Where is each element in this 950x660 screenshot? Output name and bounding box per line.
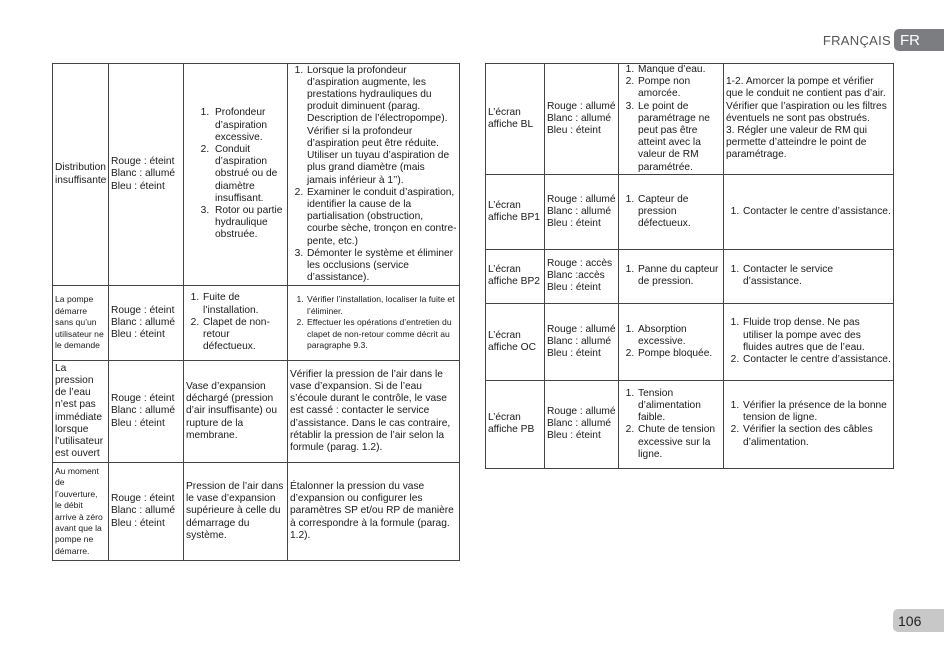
page-header [823,29,944,51]
cause-item: 1. Profondeur d’aspiration excessive. [212,107,285,144]
table-row [53,286,460,361]
solution-item: 1. Contacter le service d’assistance. [742,264,891,288]
cause-item: 2. Pompe non amorcée. [637,76,721,100]
solution-cell: Vérifier la pression de l’air dans le vase d’expansion. Si de l’eau s’écoule durant le contrôle, le vase est cassé : contacter le service d’assistance. Dans le cas contraire, rétablir la pression de l’air selon la formule (parag. 1.2). [288,361,460,463]
table-row [53,64,460,286]
cause-item: 1. Fuite de l’installation. [202,292,285,316]
led-blue: Bleu : éteint [111,517,165,529]
solution-cell: Étalonner la pression du vase d’expansion ou configurer les paramètres SP et/ou RP de manière à correspondre à la formule (parag. 1.2). [288,463,460,561]
led-cell [545,249,619,303]
cause-cell [184,286,288,361]
table-row [53,361,460,463]
cause-item: 1. Panne du capteur de pression. [637,264,721,288]
cause-item: 2. Clapet de non-retour défectueux. [202,317,285,354]
solution-line: 3. Régler une valeur de RM qui permette d’atteindre le point de paramétrage. [726,125,868,161]
led-red: Rouge : éteint [111,393,175,405]
led-blue: Bleu : éteint [547,430,601,442]
led-blue: Bleu : éteint [111,180,165,192]
problem-cell: Distribution insuffisante [53,64,109,286]
cause-list [621,264,721,288]
led-red: Rouge : éteint [111,304,175,316]
led-cell [109,463,184,561]
solution-cell [288,64,460,286]
led-white: Blanc : allumé [111,316,175,328]
problem-cell: La pompe démarre sans qu’un utilisateur ne le demande [53,286,109,361]
cause-item: 2. Conduit d’aspiration obstrué ou de diamètre insuffisant. [212,144,285,205]
cause-cell [184,64,288,286]
solution-cell [288,286,460,361]
solution-cell [724,380,894,468]
troubleshooting-table-left [52,63,460,561]
solution-item: 1. Fluide trop dense. Ne pas utiliser la pompe avec des fluides autres que de l’eau. [742,317,891,354]
solution-item: 1. Vérifier la présence de la bonne tension de ligne. [742,400,891,424]
table-row [486,303,894,380]
cause-item: 3. Rotor ou partie hydraulique obstruée. [212,205,285,242]
troubleshooting-table-right [485,63,894,469]
solution-item: 3. Démonter le système et éliminer les occlusions (service d’assistance). [306,248,457,285]
page-number: 106 [893,609,944,632]
cause-list [621,324,721,361]
led-white: Blanc : allumé [547,205,611,217]
led-blue: Bleu : éteint [547,217,601,229]
led-white: Blanc : allumé [547,112,611,124]
led-cell [545,174,619,249]
table-row [486,174,894,249]
led-white: Blanc :accès [547,270,605,282]
led-red: Rouge : allumé [547,406,616,418]
solution-item: 1. Vérifier l’installation, localiser la fuite et l’éliminer. [306,294,457,317]
led-blue: Bleu : éteint [547,347,601,359]
solution-item: 2. Vérifier la section des câbles d’alimentation. [742,424,891,448]
solution-cell [724,174,894,249]
led-blue: Bleu : éteint [111,329,165,341]
table-row [486,249,894,303]
cause-cell [619,380,724,468]
solution-item: 2. Contacter le centre d’assistance. [742,354,891,366]
led-cell [109,64,184,286]
solution-line: 1-2. Amorcer la pompe et vérifier que le conduit ne contient pas d’air. Vérifier que l’aspiration ou les filtres éventuels ne sont pas obstrués. [726,76,887,124]
problem-cell: L’écran affiche BL [486,64,545,175]
cause-cell [619,303,724,380]
solution-item: 1. Contacter le centre d’assistance. [742,206,891,218]
led-red: Rouge : allumé [547,323,616,335]
cause-list [621,194,721,231]
cause-item: 1. Absorption excessive. [637,324,721,348]
cause-cell [619,174,724,249]
led-red: Rouge : allumé [547,100,616,112]
led-red: Rouge : allumé [547,193,616,205]
solution-list [726,264,891,288]
cause-list [186,292,285,353]
problem-cell: L’écran affiche BP1 [486,174,545,249]
cause-item: 3. Le point de paramétrage ne peut pas être atteint avec la valeur de RM paramétrée. [637,101,721,174]
led-blue: Bleu : éteint [547,282,601,294]
cause-cell [619,249,724,303]
led-white: Blanc : allumé [111,505,175,517]
solution-list [290,294,457,351]
language-label: FRANÇAIS [822,32,891,48]
led-cell [545,380,619,468]
solution-cell [724,249,894,303]
led-cell [545,303,619,380]
led-white: Blanc : allumé [547,335,611,347]
led-blue: Bleu : éteint [111,417,165,429]
cause-item: 2. Pompe bloquée. [637,348,721,360]
solution-cell [724,303,894,380]
led-cell [109,361,184,463]
solution-cell [724,64,894,175]
solution-item: 1. Lorsque la profondeur d’aspiration augmente, les prestations hydrauliques du produit diminuent (parag. Description de l’électropompe). Vérifier si la profondeur d’aspiration peut être réduite. Utiliser un tuyau d’aspiration de plus grand diamètre (mais jamais inférieur à 1’’). [306,65,457,187]
solution-list [726,400,891,449]
cause-list [621,388,721,461]
problem-cell: L’écran affiche BP2 [486,249,545,303]
table-row [486,64,894,175]
solution-list [290,65,457,285]
cause-item: 1. Capteur de pression défectueux. [637,194,721,231]
led-white: Blanc : allumé [111,405,175,417]
solution-list [726,206,891,218]
cause-item: 2. Chute de tension excessive sur la ligne. [637,424,721,461]
cause-list [621,64,721,174]
led-white: Blanc : allumé [547,418,611,430]
problem-cell: Au moment de l’ouverture, le débit arrive à zéro avant que la pompe ne démarre. [53,463,109,561]
led-cell [109,286,184,361]
cause-cell: Pression de l’air dans le vase d’expansion supérieure à celle du démarrage du système. [184,463,288,561]
led-red: Rouge : éteint [111,493,175,505]
led-cell [545,64,619,175]
cause-item: 1. Tension d’alimentation faible. [637,388,721,425]
solution-list [726,317,891,366]
problem-cell: L’écran affiche OC [486,303,545,380]
language-badge: FR [894,29,944,51]
led-red: Rouge : accès [547,258,613,270]
led-white: Blanc : allumé [111,168,175,180]
cause-item: 1. Manque d’eau. [637,64,721,76]
cause-cell [619,64,724,175]
led-blue: Bleu : éteint [547,125,601,137]
cause-list [186,107,285,241]
solution-item: 2. Effectuer les opérations d’entretien du clapet de non-retour comme décrit au paragraphe 9.3. [306,317,457,351]
table-row [486,380,894,468]
problem-cell: L’écran affiche PB [486,380,545,468]
cause-cell: Vase d’expansion déchargé (pression d’air insuffisante) ou rupture de la membrane. [184,361,288,463]
led-red: Rouge : éteint [111,156,175,168]
table-row [53,463,460,561]
solution-item: 2. Examiner le conduit d’aspiration, identifier la cause de la partialisation (obstruction, courbe sèche, tronçon en contre-pente, etc.) [306,187,457,248]
problem-cell: La pression de l’eau n’est pas immédiate lorsque l’utilisateur est ouvert [53,361,109,463]
